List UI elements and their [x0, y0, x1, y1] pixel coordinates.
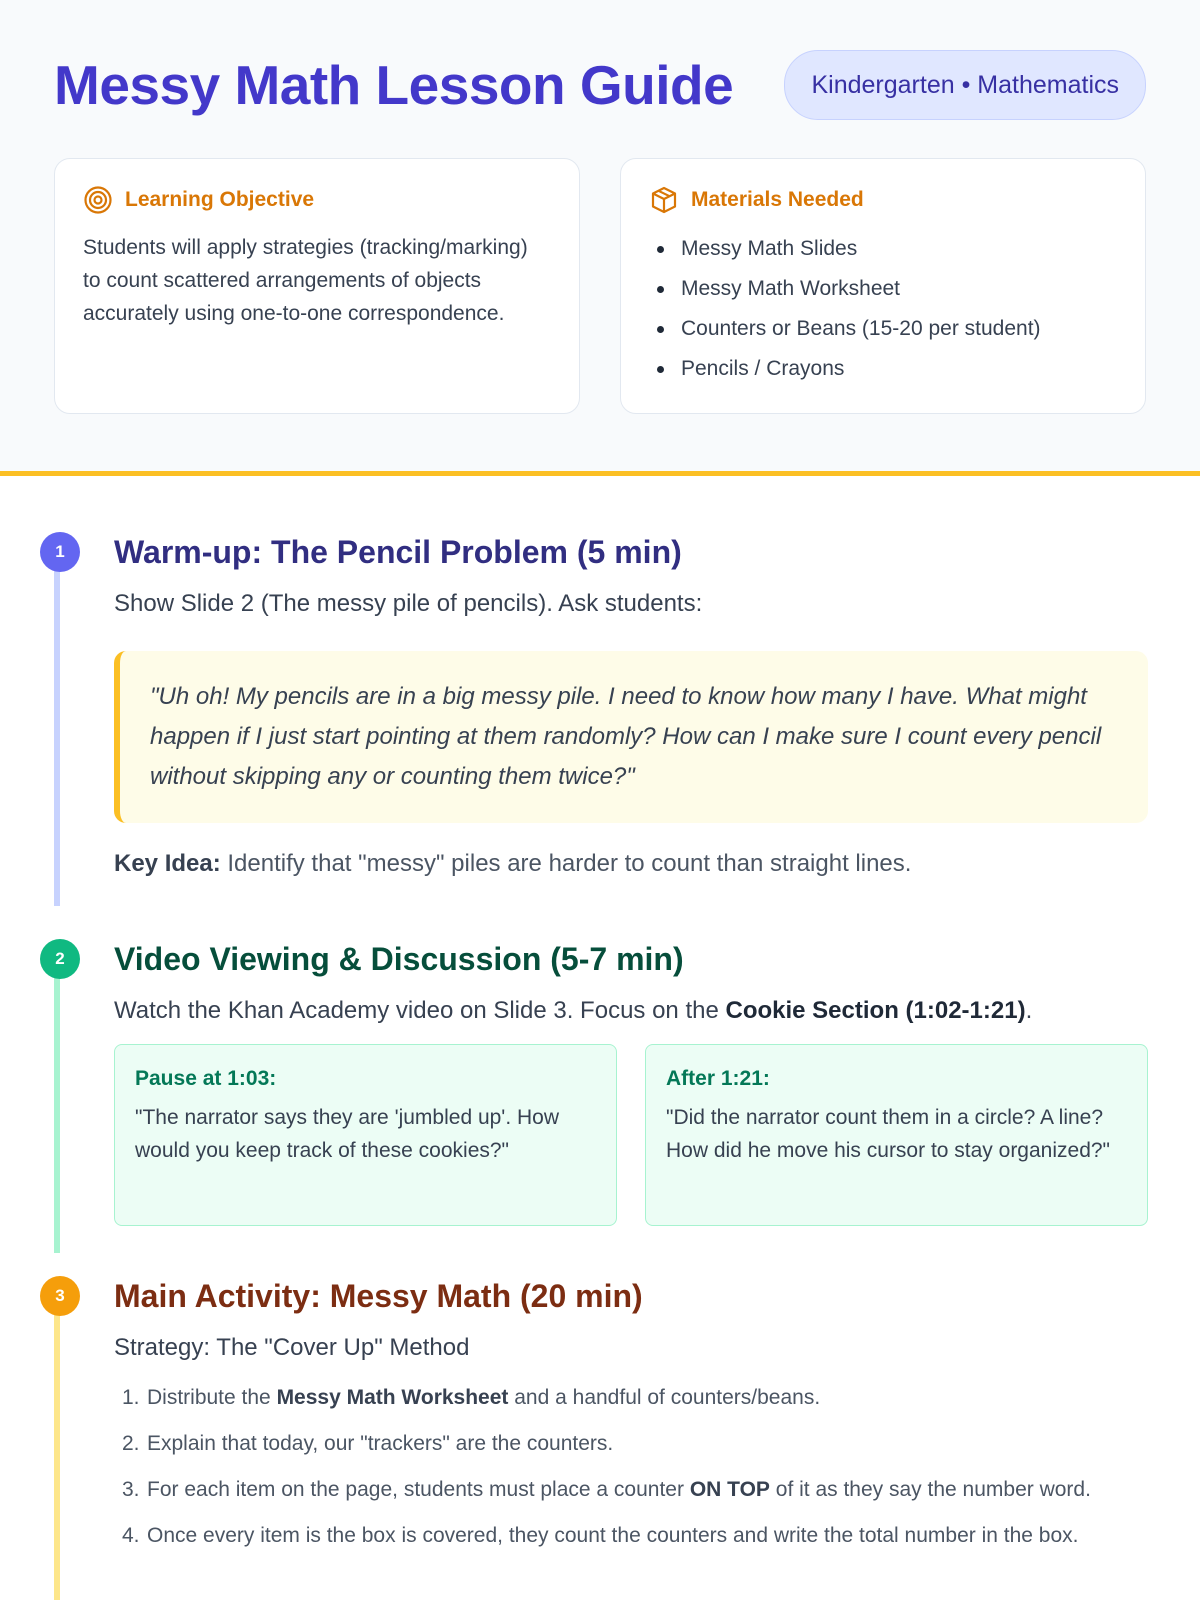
step-emphasis: Messy Math Worksheet — [276, 1386, 509, 1409]
objective-card-header — [83, 185, 551, 215]
timeline-rail — [54, 552, 60, 906]
pause-card-title: After 1:21: — [666, 1067, 770, 1090]
step-number-badge: 1 — [40, 532, 80, 572]
section-video — [0, 939, 1148, 1226]
materials-card — [620, 158, 1146, 414]
key-idea-text: Identify that "messy" piles are harder to count than straight lines. — [220, 850, 912, 877]
strategy-label: Strategy: The "Cover Up" Method — [114, 1334, 470, 1361]
activity-steps — [114, 1381, 1148, 1552]
step-number: 4. — [122, 1524, 140, 1547]
step-number: 1. — [122, 1386, 140, 1409]
list-item — [114, 1519, 1148, 1552]
section-warmup — [0, 532, 1148, 879]
intro-text: Watch the Khan Academy video on Slide 3. Focus on the — [114, 997, 726, 1024]
intro-emphasis: Cookie Section (1:02-1:21) — [725, 997, 1026, 1024]
list-item: Pencils / Crayons — [649, 349, 1117, 389]
step-number: 2. — [122, 1432, 140, 1455]
target-icon — [83, 185, 113, 215]
materials-list — [649, 229, 1117, 389]
step-number: 3. — [122, 1478, 140, 1501]
list-item: Messy Math Worksheet — [649, 269, 1117, 309]
materials-card-header — [649, 185, 1117, 215]
section-intro — [114, 996, 1148, 1026]
pause-card — [645, 1044, 1148, 1226]
timeline-rail — [54, 959, 60, 1253]
step-number-badge: 3 — [40, 1276, 80, 1316]
step-text-end: of it as they say the number word. — [769, 1478, 1091, 1501]
objective-card — [54, 158, 580, 414]
section-main-activity — [0, 1276, 1148, 1552]
page-title: Messy Math Lesson Guide — [54, 54, 734, 116]
intro-end: . — [1025, 997, 1033, 1024]
list-item: Messy Math Slides — [649, 229, 1117, 269]
pause-card — [114, 1044, 617, 1226]
timeline-rail — [54, 1296, 60, 1600]
overview-cards — [54, 158, 1146, 414]
discussion-cards — [114, 1044, 1148, 1226]
step-text: For each item on the page, students must place a counter — [147, 1478, 690, 1501]
list-item: Counters or Beans (15-20 per student) — [649, 309, 1117, 349]
step-text: Once every item is the box is covered, they count the counters and write the total number in the box. — [147, 1524, 1079, 1547]
box-icon — [649, 185, 679, 215]
step-number-badge: 2 — [40, 939, 80, 979]
section-title: Video Viewing & Discussion (5-7 min) — [114, 941, 684, 977]
section-title: Warm-up: The Pencil Problem (5 min) — [114, 534, 682, 570]
lesson-header — [0, 0, 1200, 476]
section-intro: Show Slide 2 (The messy pile of pencils). Ask students: — [114, 590, 703, 617]
materials-title: Materials Needed — [691, 188, 864, 211]
section-title: Main Activity: Messy Math (20 min) — [114, 1278, 643, 1314]
step-text: Explain that today, our "trackers" are the counters. — [147, 1432, 614, 1455]
pause-card-text: "The narrator says they are 'jumbled up'. How would you keep track of these cookies?" — [135, 1106, 559, 1162]
pause-card-title: Pause at 1:03: — [135, 1067, 277, 1090]
title-row — [54, 0, 1146, 120]
key-idea-label: Key Idea: — [114, 850, 221, 877]
step-text: Distribute the — [147, 1386, 277, 1409]
list-item — [114, 1473, 1148, 1506]
pause-card-text: "Did the narrator count them in a circle? A line? How did he move his cursor to stay organized?" — [666, 1106, 1111, 1162]
objective-text: Students will apply strategies (tracking/marking) to count scattered arrangements of objects accurately using one-to-one correspondence. — [83, 236, 528, 325]
step-text-end: and a handful of counters/beans. — [508, 1386, 821, 1409]
grade-subject-badge: Kindergarten • Mathematics — [784, 50, 1146, 120]
lesson-sections — [0, 532, 1200, 1552]
step-emphasis: ON TOP — [689, 1478, 770, 1501]
objective-title: Learning Objective — [125, 188, 315, 211]
teacher-prompt-quote: "Uh oh! My pencils are in a big messy pile. I need to know how many I have. What might happen if I just start pointing at them randomly? How can I make sure I count every pencil without skipping any or counting them twice?" — [114, 651, 1148, 823]
list-item — [114, 1381, 1148, 1414]
key-idea — [114, 849, 1148, 879]
list-item — [114, 1427, 1148, 1460]
